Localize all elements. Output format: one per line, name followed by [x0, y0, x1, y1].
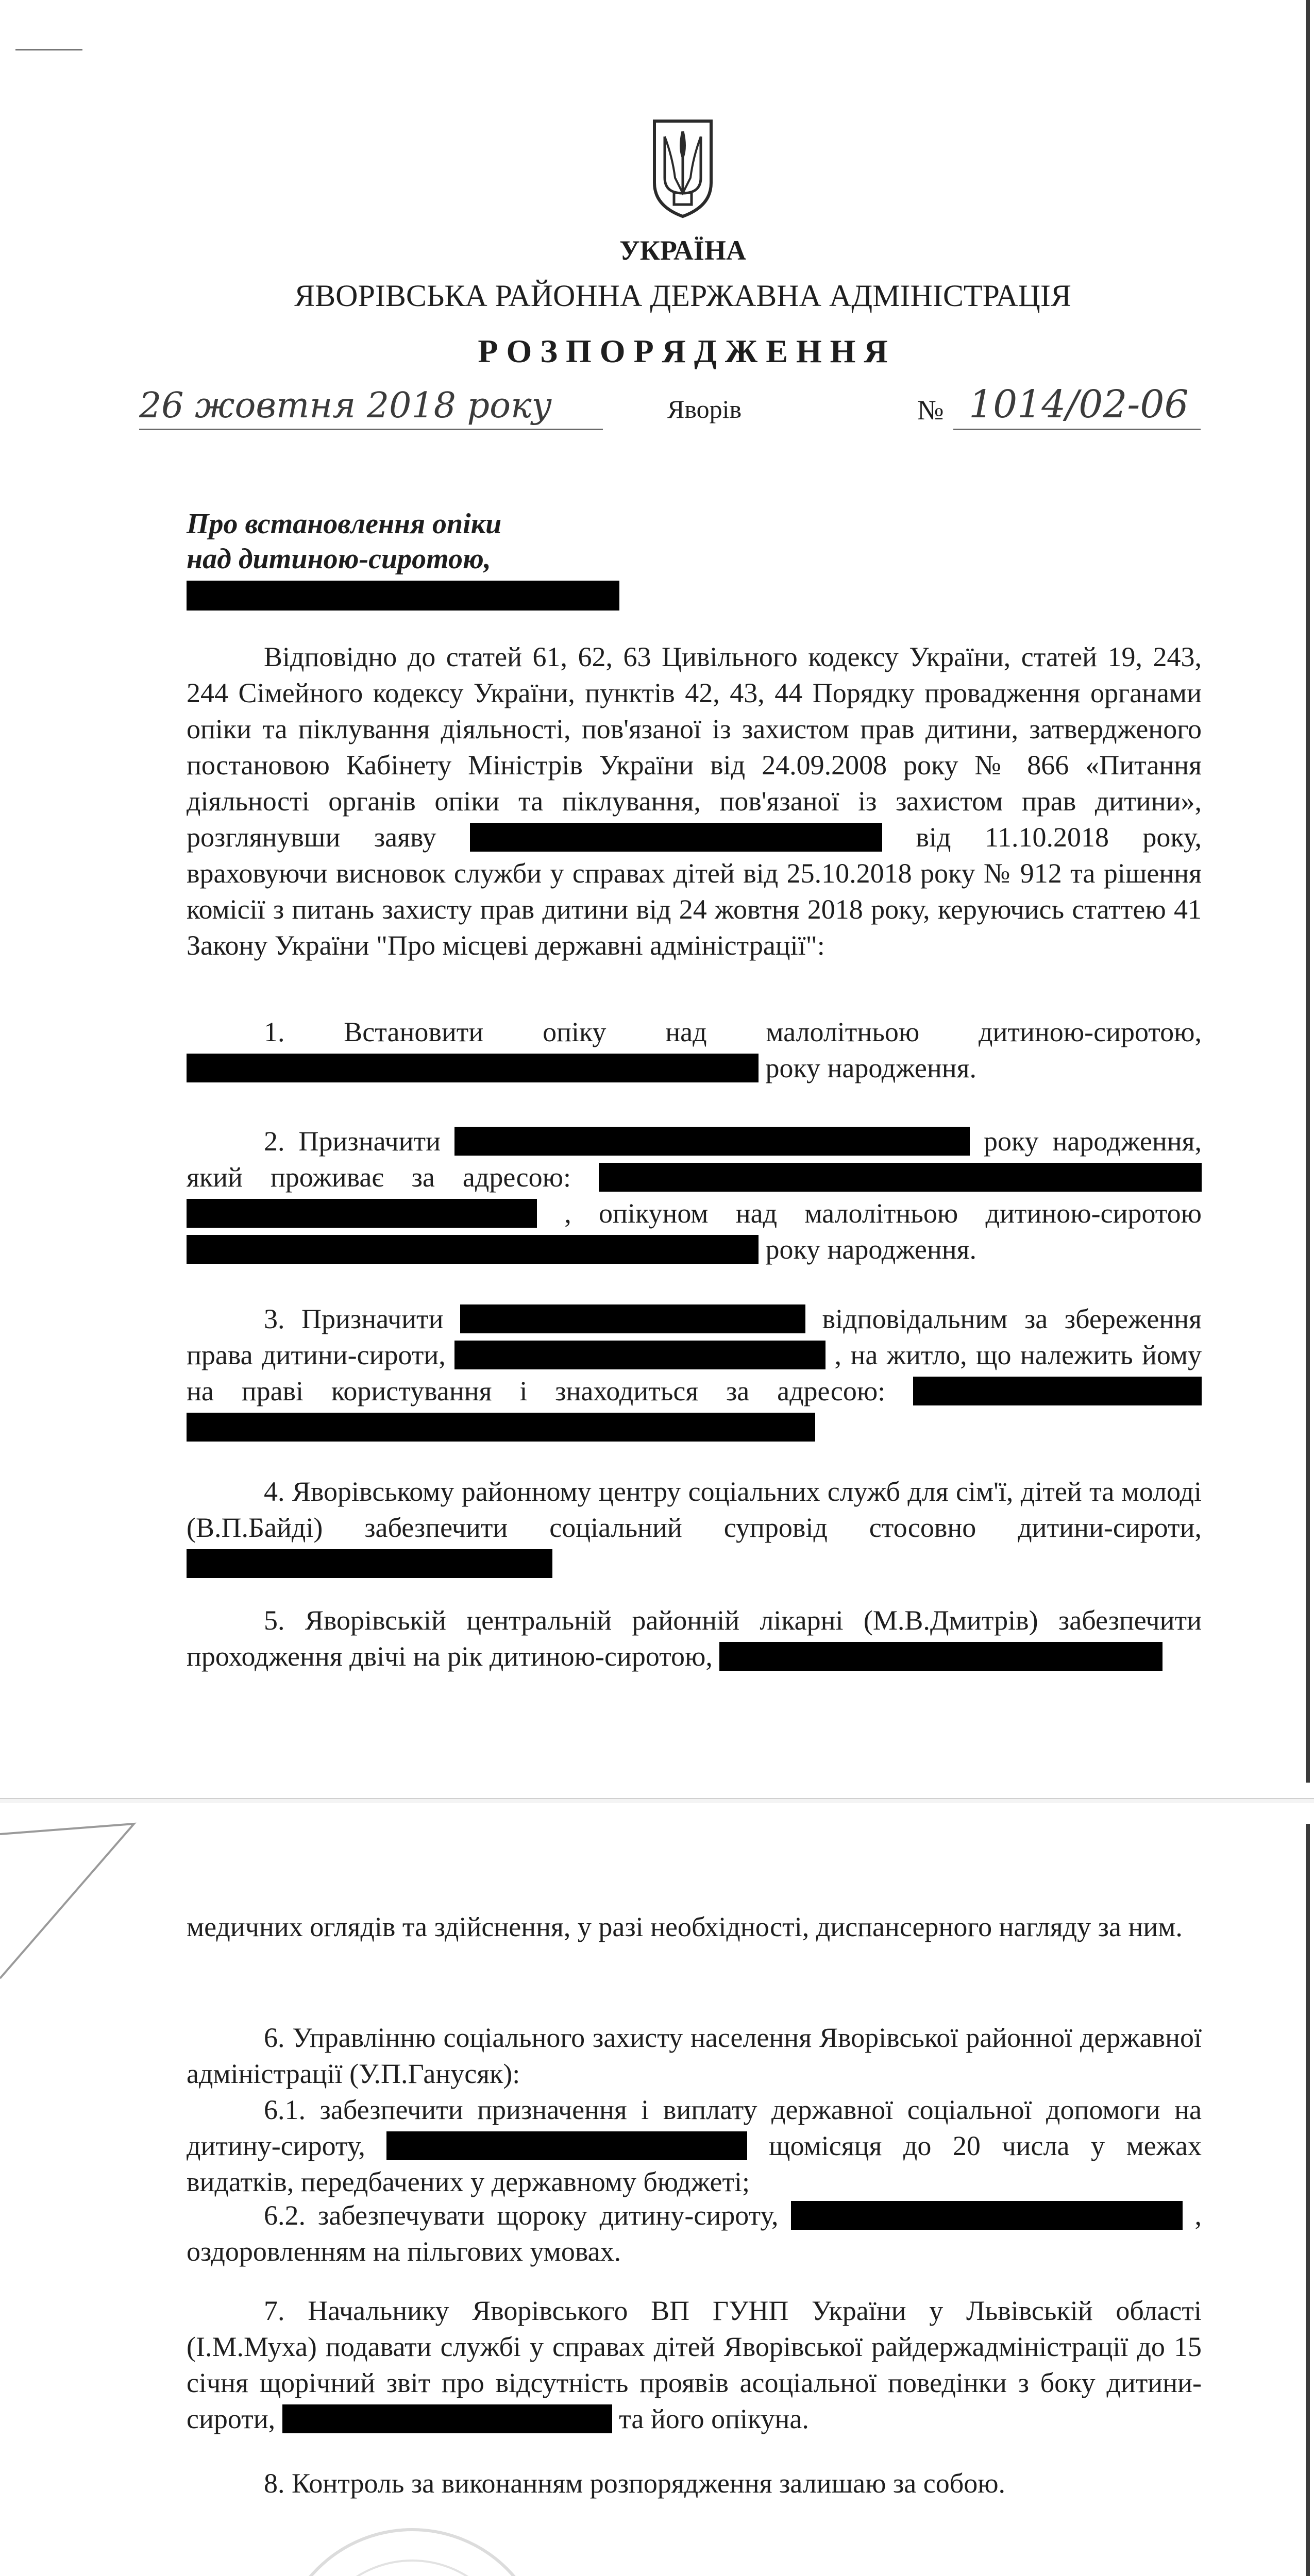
- item-2-text: 2. Призначити: [264, 1126, 441, 1157]
- redaction: [470, 823, 882, 852]
- preamble-paragraph: [187, 639, 1202, 963]
- item-2-text-b: року народження, який проживає за адресою:: [187, 1126, 1202, 1193]
- authority-title: ЯВОРІВСЬКА РАЙОННА ДЕРЖАВНА АДМІНІСТРАЦІЯ: [294, 279, 1071, 313]
- number-handwritten: 1014/02-06: [969, 382, 1189, 427]
- item-3: [187, 1301, 1202, 1445]
- redaction: [187, 1235, 759, 1264]
- redaction: [386, 2131, 747, 2160]
- page-edge: [1306, 1824, 1310, 2576]
- trident-emblem-icon: [644, 116, 721, 219]
- official-seal: [268, 2519, 557, 2576]
- item-3-text: 3. Призначити: [264, 1303, 444, 1334]
- item-5: [187, 1602, 1202, 1674]
- item-5-cont-text: медичних оглядів та здійснення, у разі необхідності, диспансерного нагляду за ним.: [187, 1911, 1183, 1942]
- item-7-text-b: та його опікуна.: [619, 2403, 809, 2434]
- preamble-part-2: від 11.10.2018 року, враховуючи висновок служби у справах дітей від 25.10.2018 року № 912 та рішення комісії з питань захисту прав дитини від 24 жовтня 2018 року, керуючись статтею 41 Закону України "Про місцеві державні адміністрації":: [187, 822, 1202, 961]
- redaction: [282, 2404, 612, 2433]
- document-type: Р О З П О Р Я Д Ж Е Н Н Я: [478, 333, 888, 369]
- page-edge: [1306, 0, 1310, 1783]
- redaction: [460, 1304, 805, 1333]
- fold-mark: [0, 1814, 144, 1989]
- redaction: [454, 1127, 970, 1156]
- item-5-continued: [187, 1909, 1202, 1945]
- redaction: [599, 1163, 1202, 1192]
- item-6: [187, 2020, 1202, 2092]
- item-6-1-text: 6.1. забезпечити призначення і виплату державної соціальної допомоги на дитину-сироту,: [187, 2094, 1202, 2161]
- item-6-1-text-b: щомісяця до 20 числа у межах видатків, передбачених у державному бюджеті;: [187, 2130, 1202, 2197]
- item-6-2-text-b: , оздоровленням на пільгових умовах.: [187, 2200, 1202, 2267]
- country-title: УКРАЇНА: [619, 235, 746, 266]
- item-2-text-d: року народження.: [765, 1234, 976, 1265]
- item-6-2: [187, 2197, 1202, 2269]
- item-6-text: 6. Управлінню соціального захисту населення Яворівської районної державної адміністрації (У.П.Ганусяк):: [187, 2022, 1202, 2089]
- preamble-part-1: Відповідно до статей 61, 62, 63 Цивільного кодексу України, статей 19, 243, 244 Сімейного кодексу України, пунктів 42, 43, 44 Порядку провадження органами опіки та піклування діяльності, пов'язаної із захистом прав дитини, затвердженого постановою Кабінету Міністрів України від 24.09.2008 року № 866 «Питання діяльності органів опіки та піклування, пов'язаної із захистом прав дитини», розглянувши заяву: [187, 641, 1202, 853]
- redaction: [719, 1642, 1163, 1671]
- date-underline: [139, 429, 603, 430]
- item-7-text: 7. Начальнику Яворівського ВП ГУНП України у Львівській області (І.М.Муха) подавати службі у справах дітей Яворівської райдержадміністрації до 15 січня щорічний звіт про відсутність проявів асоціальної поведінки з боку дитини-сироти,: [187, 2295, 1202, 2434]
- city-name: Яворів: [667, 395, 742, 423]
- scan-mark: [15, 49, 82, 50]
- redaction: [791, 2201, 1183, 2230]
- item-5-text: 5. Яворівській центральній районній лікарні (М.В.Дмитрів) забезпечити проходження двічі на рік дитиною-сиротою,: [187, 1605, 1202, 1672]
- item-3-text-b: відповідальним за збереження права дитини-сироти,: [187, 1303, 1202, 1370]
- item-6-1: [187, 2092, 1202, 2200]
- subject-line-2: над дитиною-сиротою,: [187, 543, 491, 575]
- item-7: [187, 2293, 1202, 2437]
- item-2: [187, 1123, 1202, 1267]
- item-8: [187, 2465, 1202, 2501]
- item-2-text-c: , опікуном над малолітньою дитиною-сиротою: [564, 1198, 1202, 1229]
- redaction: [187, 1549, 552, 1578]
- redaction: [187, 581, 619, 611]
- redaction: [187, 1199, 537, 1228]
- item-1: [187, 1014, 1202, 1086]
- redaction: [454, 1341, 826, 1369]
- item-1-text-end: року народження.: [765, 1053, 976, 1083]
- item-8-text: 8. Контроль за виконанням розпорядження залишаю за собою.: [264, 2468, 1006, 2499]
- redaction: [187, 1054, 759, 1082]
- item-4-text: 4. Яворівському районному центру соціальних служб для сім'ї, дітей та молоді (В.П.Байді) забезпечити соціальний супровід стосовно дитини-сироти,: [187, 1476, 1202, 1543]
- page-2: [0, 1803, 1314, 2576]
- redaction: [913, 1377, 1202, 1405]
- item-6-2-text: 6.2. забезпечувати щороку дитину-сироту,: [264, 2200, 779, 2231]
- number-label: №: [917, 395, 944, 426]
- number-underline: [953, 429, 1201, 430]
- date-handwritten: 26 жовтня 2018 року: [139, 385, 552, 426]
- redaction: [187, 1413, 815, 1442]
- subject-line-1: Про встановлення опіки: [187, 508, 502, 540]
- item-1-text: 1. Встановити опіку над малолітньою дитиною-сиротою,: [264, 1016, 1202, 1047]
- item-3-text-c: , на житло, що належить йому на праві користування і знаходиться за адресою:: [187, 1340, 1202, 1406]
- item-4: [187, 1473, 1202, 1582]
